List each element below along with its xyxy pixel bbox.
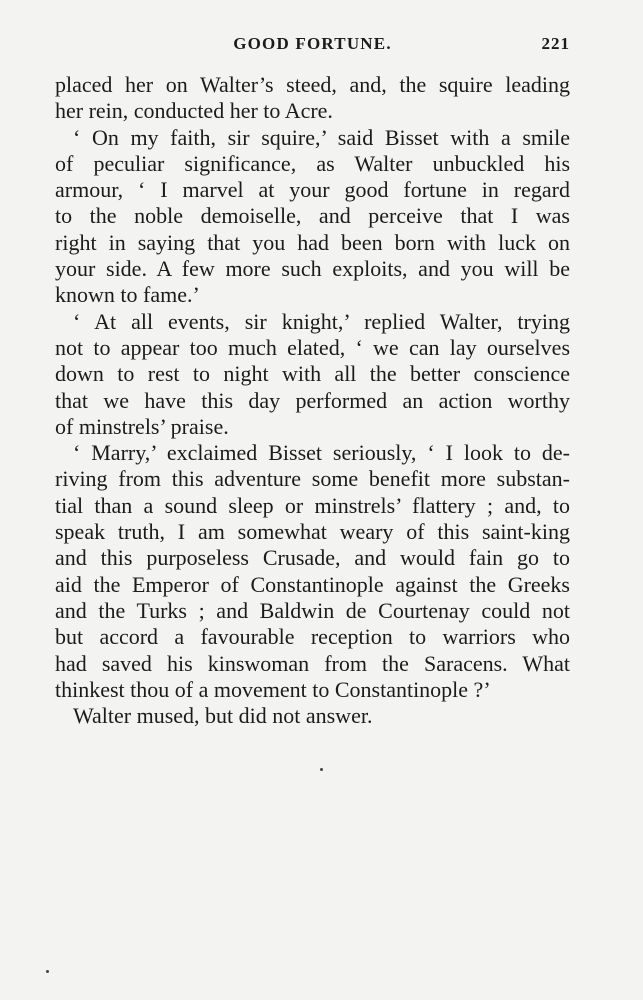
text-line: thinkest thou of a movement to Constantinople ?’ bbox=[55, 676, 491, 702]
text-line: armour, ‘ I marvel at your good fortune in regard bbox=[55, 177, 570, 203]
running-title: GOOD FORTUNE. bbox=[233, 34, 392, 53]
text-line: that we have this day performed an action worthy bbox=[55, 387, 570, 413]
body-text bbox=[55, 72, 570, 729]
running-header bbox=[55, 34, 570, 58]
text-line: had saved his kinswoman from the Saracens. What bbox=[55, 650, 570, 676]
text-line: right in saying that you had been born with luck on bbox=[55, 229, 570, 255]
text-line: placed her on Walter’s steed, and, the squire leading bbox=[55, 72, 570, 97]
text-line: down to rest to night with all the better conscience bbox=[55, 361, 570, 387]
text-line: riving from this adventure some benefit more substan- bbox=[55, 466, 570, 492]
text-line: ‘ On my faith, sir squire,’ said Bisset with a smile bbox=[73, 124, 570, 150]
text-line: of minstrels’ praise. bbox=[55, 413, 229, 439]
ink-speck bbox=[320, 768, 323, 771]
text-line: not to appear too much elated, ‘ we can lay ourselves bbox=[55, 334, 570, 360]
text-line: aid the Emperor of Constantinople against the Greeks bbox=[55, 571, 570, 597]
text-line: and this purposeless Crusade, and would fain go to bbox=[55, 545, 570, 571]
text-line: speak truth, I am somewhat weary of this saint-king bbox=[55, 519, 570, 545]
text-line: Walter mused, but did not answer. bbox=[73, 703, 373, 729]
text-line: your side. A few more such exploits, and you will be bbox=[55, 256, 570, 282]
text-line: and the Turks ; and Baldwin de Courtenay could not bbox=[55, 597, 570, 623]
text-line: tial than a sound sleep or minstrels’ flattery ; and, to bbox=[55, 492, 570, 518]
ink-speck bbox=[46, 970, 49, 973]
text-line: ‘ At all events, sir knight,’ replied Walter, trying bbox=[73, 308, 570, 334]
page-number: 221 bbox=[541, 34, 570, 53]
text-line: ‘ Marry,’ exclaimed Bisset seriously, ‘ I look to de- bbox=[73, 440, 570, 466]
text-line: to the noble demoiselle, and perceive that I was bbox=[55, 203, 570, 229]
text-line: of peculiar significance, as Walter unbuckled his bbox=[55, 150, 570, 176]
text-line: but accord a favourable reception to warriors who bbox=[55, 624, 570, 650]
text-line: her rein, conducted her to Acre. bbox=[55, 98, 333, 124]
text-line: known to fame.’ bbox=[55, 282, 200, 308]
